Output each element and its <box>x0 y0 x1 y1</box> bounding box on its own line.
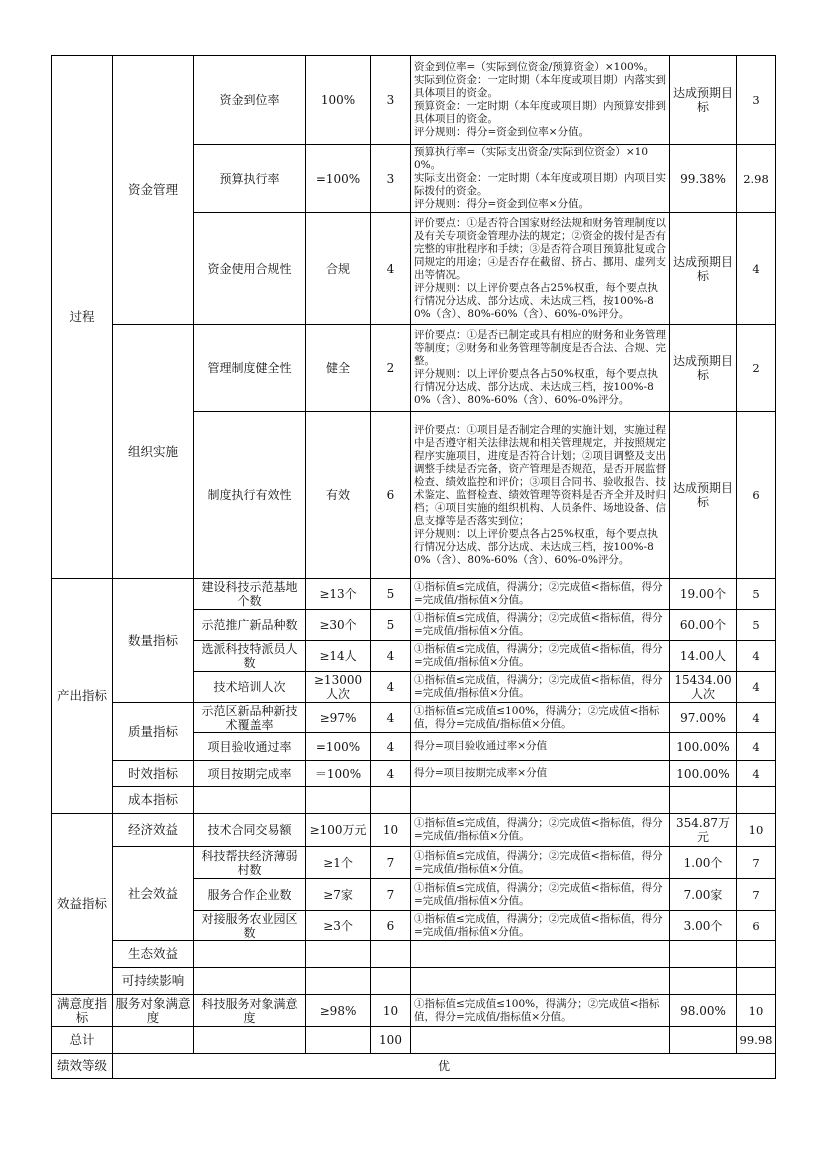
scoring-rule: ①指标值≤完成值，得满分；②完成值<指标值，得分=完成值/指标值×分值。 <box>411 610 670 641</box>
indicator-weight: 4 <box>371 733 411 761</box>
score-value: 6 <box>737 412 776 579</box>
rule-line: 资金到位率=（实际到位资金/预算资金）×100%。 <box>414 61 655 73</box>
rule-line: 评价要点：①是否已制定或具有相应的财务和业务管理等制度；②财务和业务管理等制度是否合法、合规、完整。 <box>414 329 666 367</box>
table-row <box>52 703 776 733</box>
scoring-rule: ①指标值≤完成值，得满分；②完成值<指标值，得分=完成值/指标值×分值。 <box>411 911 670 941</box>
performance-evaluation-table <box>51 55 776 1079</box>
score-value: 4 <box>737 672 776 703</box>
empty-cell <box>737 941 776 968</box>
indicator-name: 建设科技示范基地个数 <box>194 579 306 610</box>
indicator-target: ≥98% <box>306 995 371 1027</box>
scoring-rule: ①指标值≤完成值≤100%，得满分；②完成值<指标值，得分=完成值/指标值×分值。 <box>411 703 670 733</box>
level2-economic: 经济效益 <box>113 814 194 847</box>
score-value: 4 <box>737 761 776 787</box>
indicator-name: 示范推广新品种数 <box>194 610 306 641</box>
grade-value: 优 <box>113 1054 776 1079</box>
scoring-rule: ①指标值≤完成值，得满分；②完成值<指标值，得分=完成值/指标值×分值。 <box>411 641 670 672</box>
empty-cell <box>371 787 411 814</box>
indicator-target: ≥100万元 <box>306 814 371 847</box>
level2-service-satisfaction: 服务对象满意度 <box>113 995 194 1027</box>
table-row <box>52 941 776 968</box>
indicator-name: 技术合同交易额 <box>194 814 306 847</box>
indicator-weight: 4 <box>371 703 411 733</box>
level2-sustainable: 可持续影响 <box>113 968 194 995</box>
empty-cell <box>194 941 306 968</box>
total-score: 99.98 <box>737 1027 776 1054</box>
indicator-weight: 7 <box>371 879 411 911</box>
table-row <box>52 325 776 412</box>
table-row <box>52 847 776 879</box>
table-row <box>52 787 776 814</box>
indicator-weight: 2 <box>371 325 411 412</box>
scoring-rule: 得分=项目验收通过率×分值 <box>411 733 670 761</box>
actual-value: 达成预期目标 <box>670 325 737 412</box>
empty-cell <box>737 968 776 995</box>
level1-process: 过程 <box>52 56 113 579</box>
score-value: 4 <box>737 733 776 761</box>
indicator-target: 合规 <box>306 213 371 325</box>
indicator-target: ≥3个 <box>306 911 371 941</box>
score-value: 10 <box>737 814 776 847</box>
table-row <box>52 761 776 787</box>
score-value: 3 <box>737 56 776 145</box>
actual-value: 达成预期目标 <box>670 213 737 325</box>
indicator-weight: 4 <box>371 213 411 325</box>
actual-value: 99.38% <box>670 145 737 213</box>
indicator-name: 项目按期完成率 <box>194 761 306 787</box>
indicator-target: ≥13个 <box>306 579 371 610</box>
table-row <box>52 56 776 145</box>
table-row <box>52 1054 776 1079</box>
scoring-rule: ①指标值≤完成值，得满分；②完成值<指标值，得分=完成值/指标值×分值。 <box>411 847 670 879</box>
rule-line: 评价要点：①是否符合国家财经法规和财务管理制度以及有关专项资金管理办法的规定；②资金的拨付是否有完整的审批程序和手续；③是否符合项目预算批复或合同规定的用途；④是否存在截留、挤占、挪用、虚列支出等情况。 <box>414 216 666 281</box>
indicator-weight: 7 <box>371 847 411 879</box>
level2-quality: 质量指标 <box>113 703 194 761</box>
level2-quantity: 数量指标 <box>113 579 194 703</box>
rule-line: 预算资金：一定时期（本年度或项目期）内预算安排到具体项目的资金。 <box>414 100 666 125</box>
actual-value: 7.00家 <box>670 879 737 911</box>
indicator-target: ≥30个 <box>306 610 371 641</box>
total-label: 总计 <box>52 1027 113 1054</box>
indicator-name: 资金到位率 <box>194 56 306 145</box>
level1-satisfaction: 满意度指标 <box>52 995 113 1027</box>
indicator-name: 项目验收通过率 <box>194 733 306 761</box>
actual-value: 97.00% <box>670 703 737 733</box>
scoring-rule <box>411 325 670 412</box>
empty-cell <box>306 941 371 968</box>
actual-value: 达成预期目标 <box>670 412 737 579</box>
rule-line: 实际支出资金：一定时期（本年度或项目期）内项目实际拨付的资金。 <box>414 172 666 197</box>
rule-line: 评价要点：①项目是否制定合理的实施计划，实施过程中是否遵守相关法律法规和相关管理规定，并按照规定程序实施项目，进度是否符合计划；②项目调整及支出调整手续是否完备，资产管理是否规范，是否开展监督检查、绩效监控和评价；③项目合同书、验收报告、技术鉴定、监督检查、绩效管理等资料是否齐全并及时归档；④项目实施的组织机构、人员条件、场地设备、信息支撑等是否落实到位； <box>414 423 666 527</box>
empty-cell <box>113 1027 194 1054</box>
empty-cell <box>194 968 306 995</box>
indicator-weight: 4 <box>371 761 411 787</box>
actual-value: 100.00% <box>670 733 737 761</box>
level2-timeliness: 时效指标 <box>113 761 194 787</box>
level2-fund-management: 资金管理 <box>113 56 194 325</box>
indicator-name: 科技服务对象满意度 <box>194 995 306 1027</box>
table-row <box>52 968 776 995</box>
level2-social: 社会效益 <box>113 847 194 941</box>
score-value: 2 <box>737 325 776 412</box>
empty-cell <box>670 1027 737 1054</box>
indicator-name: 制度执行有效性 <box>194 412 306 579</box>
indicator-target: ＝100% <box>306 761 371 787</box>
score-value: 7 <box>737 879 776 911</box>
score-value: 4 <box>737 703 776 733</box>
indicator-target: 100% <box>306 56 371 145</box>
actual-value: 100.00% <box>670 761 737 787</box>
indicator-target: =100% <box>306 145 371 213</box>
rule-line: 评分规则：以上评价要点各占25%权重，每个要点执行情况分达成、部分达成、未达成三档，按100%-80%（含）、80%-60%（含）、60%-0%评分。 <box>414 527 658 566</box>
scoring-rule <box>411 412 670 579</box>
rule-line: 评分规则：得分=资金到位率×分值。 <box>414 126 590 138</box>
scoring-rule: ①指标值≤完成值，得满分；②完成值<指标值，得分=完成值/指标值×分值。 <box>411 579 670 610</box>
total-weight: 100 <box>371 1027 411 1054</box>
empty-cell <box>371 968 411 995</box>
scoring-rule <box>411 56 670 145</box>
indicator-weight: 6 <box>371 911 411 941</box>
indicator-name: 服务合作企业数 <box>194 879 306 911</box>
actual-value: 354.87万元 <box>670 814 737 847</box>
score-value: 2.98 <box>737 145 776 213</box>
indicator-target: ≥7家 <box>306 879 371 911</box>
level1-benefit: 效益指标 <box>52 814 113 995</box>
table-row <box>52 995 776 1027</box>
indicator-name: 科技帮扶经济薄弱村数 <box>194 847 306 879</box>
actual-value: 19.00个 <box>670 579 737 610</box>
indicator-name: 对接服务农业园区数 <box>194 911 306 941</box>
indicator-target: 有效 <box>306 412 371 579</box>
indicator-weight: 4 <box>371 672 411 703</box>
level2-ecological: 生态效益 <box>113 941 194 968</box>
scoring-rule: ①指标值≤完成值≤100%，得满分；②完成值<指标值，得分=完成值/指标值×分值。 <box>411 995 670 1027</box>
table-row <box>52 814 776 847</box>
empty-cell <box>411 787 670 814</box>
level2-cost: 成本指标 <box>113 787 194 814</box>
actual-value: 15434.00人次 <box>670 672 737 703</box>
grade-label: 绩效等级 <box>52 1054 113 1079</box>
indicator-weight: 5 <box>371 610 411 641</box>
indicator-name: 管理制度健全性 <box>194 325 306 412</box>
empty-cell <box>670 941 737 968</box>
empty-cell <box>371 941 411 968</box>
rule-line: 评分规则：以上评价要点各占50%权重，每个要点执行情况分达成、部分达成、未达成三档，按100%-80%（含）、80%-60%（含）、60%-0%评分。 <box>414 368 658 406</box>
rule-line: 实际到位资金：一定时期（本年度或项目期）内落实到具体项目的资金。 <box>414 74 666 99</box>
rule-line: 评分规则：得分=资金到位率×分值。 <box>414 198 590 210</box>
score-value: 6 <box>737 911 776 941</box>
actual-value: 1.00个 <box>670 847 737 879</box>
table-row <box>52 1027 776 1054</box>
scoring-rule <box>411 213 670 325</box>
actual-value: 14.00人 <box>670 641 737 672</box>
actual-value: 98.00% <box>670 995 737 1027</box>
level1-output: 产出指标 <box>52 579 113 814</box>
indicator-weight: 3 <box>371 145 411 213</box>
empty-cell <box>411 1027 670 1054</box>
actual-value: 60.00个 <box>670 610 737 641</box>
scoring-rule: ①指标值≤完成值，得满分；②完成值<指标值，得分=完成值/指标值×分值。 <box>411 672 670 703</box>
indicator-name: 技术培训人次 <box>194 672 306 703</box>
empty-cell <box>670 787 737 814</box>
indicator-name: 选派科技特派员人数 <box>194 641 306 672</box>
empty-cell <box>306 968 371 995</box>
score-value: 4 <box>737 641 776 672</box>
rule-line: 评分规则：以上评价要点各占25%权重，每个要点执行情况分达成、部分达成、未达成三档，按100%-80%（含）、80%-60%（含）、60%-0%评分。 <box>414 281 658 320</box>
indicator-target: ≥14人 <box>306 641 371 672</box>
indicator-target: ≥1个 <box>306 847 371 879</box>
indicator-weight: 4 <box>371 641 411 672</box>
table-row <box>52 579 776 610</box>
empty-cell <box>670 968 737 995</box>
actual-value: 达成预期目标 <box>670 56 737 145</box>
scoring-rule: ①指标值≤完成值，得满分；②完成值<指标值，得分=完成值/指标值×分值。 <box>411 814 670 847</box>
empty-cell <box>194 1027 306 1054</box>
empty-cell <box>411 941 670 968</box>
empty-cell <box>194 787 306 814</box>
empty-cell <box>737 787 776 814</box>
indicator-weight: 10 <box>371 995 411 1027</box>
indicator-name: 预算执行率 <box>194 145 306 213</box>
indicator-weight: 3 <box>371 56 411 145</box>
score-value: 4 <box>737 213 776 325</box>
score-value: 7 <box>737 847 776 879</box>
indicator-weight: 6 <box>371 412 411 579</box>
score-value: 5 <box>737 610 776 641</box>
indicator-target: 健全 <box>306 325 371 412</box>
score-value: 5 <box>737 579 776 610</box>
scoring-rule: ①指标值≤完成值，得满分；②完成值<指标值，得分=完成值/指标值×分值。 <box>411 879 670 911</box>
empty-cell <box>306 787 371 814</box>
indicator-name: 资金使用合规性 <box>194 213 306 325</box>
rule-line: 预算执行率=（实际支出资金/实际到位资金）×100%。 <box>414 146 648 171</box>
indicator-target: ≥97% <box>306 703 371 733</box>
indicator-name: 示范区新品种新技术覆盖率 <box>194 703 306 733</box>
indicator-target: =100% <box>306 733 371 761</box>
score-value: 10 <box>737 995 776 1027</box>
empty-cell <box>306 1027 371 1054</box>
empty-cell <box>411 968 670 995</box>
scoring-rule: 得分=项目按期完成率×分值 <box>411 761 670 787</box>
level2-organization: 组织实施 <box>113 325 194 579</box>
indicator-weight: 10 <box>371 814 411 847</box>
scoring-rule <box>411 145 670 213</box>
actual-value: 3.00个 <box>670 911 737 941</box>
indicator-target: ≥13000人次 <box>306 672 371 703</box>
indicator-weight: 5 <box>371 579 411 610</box>
